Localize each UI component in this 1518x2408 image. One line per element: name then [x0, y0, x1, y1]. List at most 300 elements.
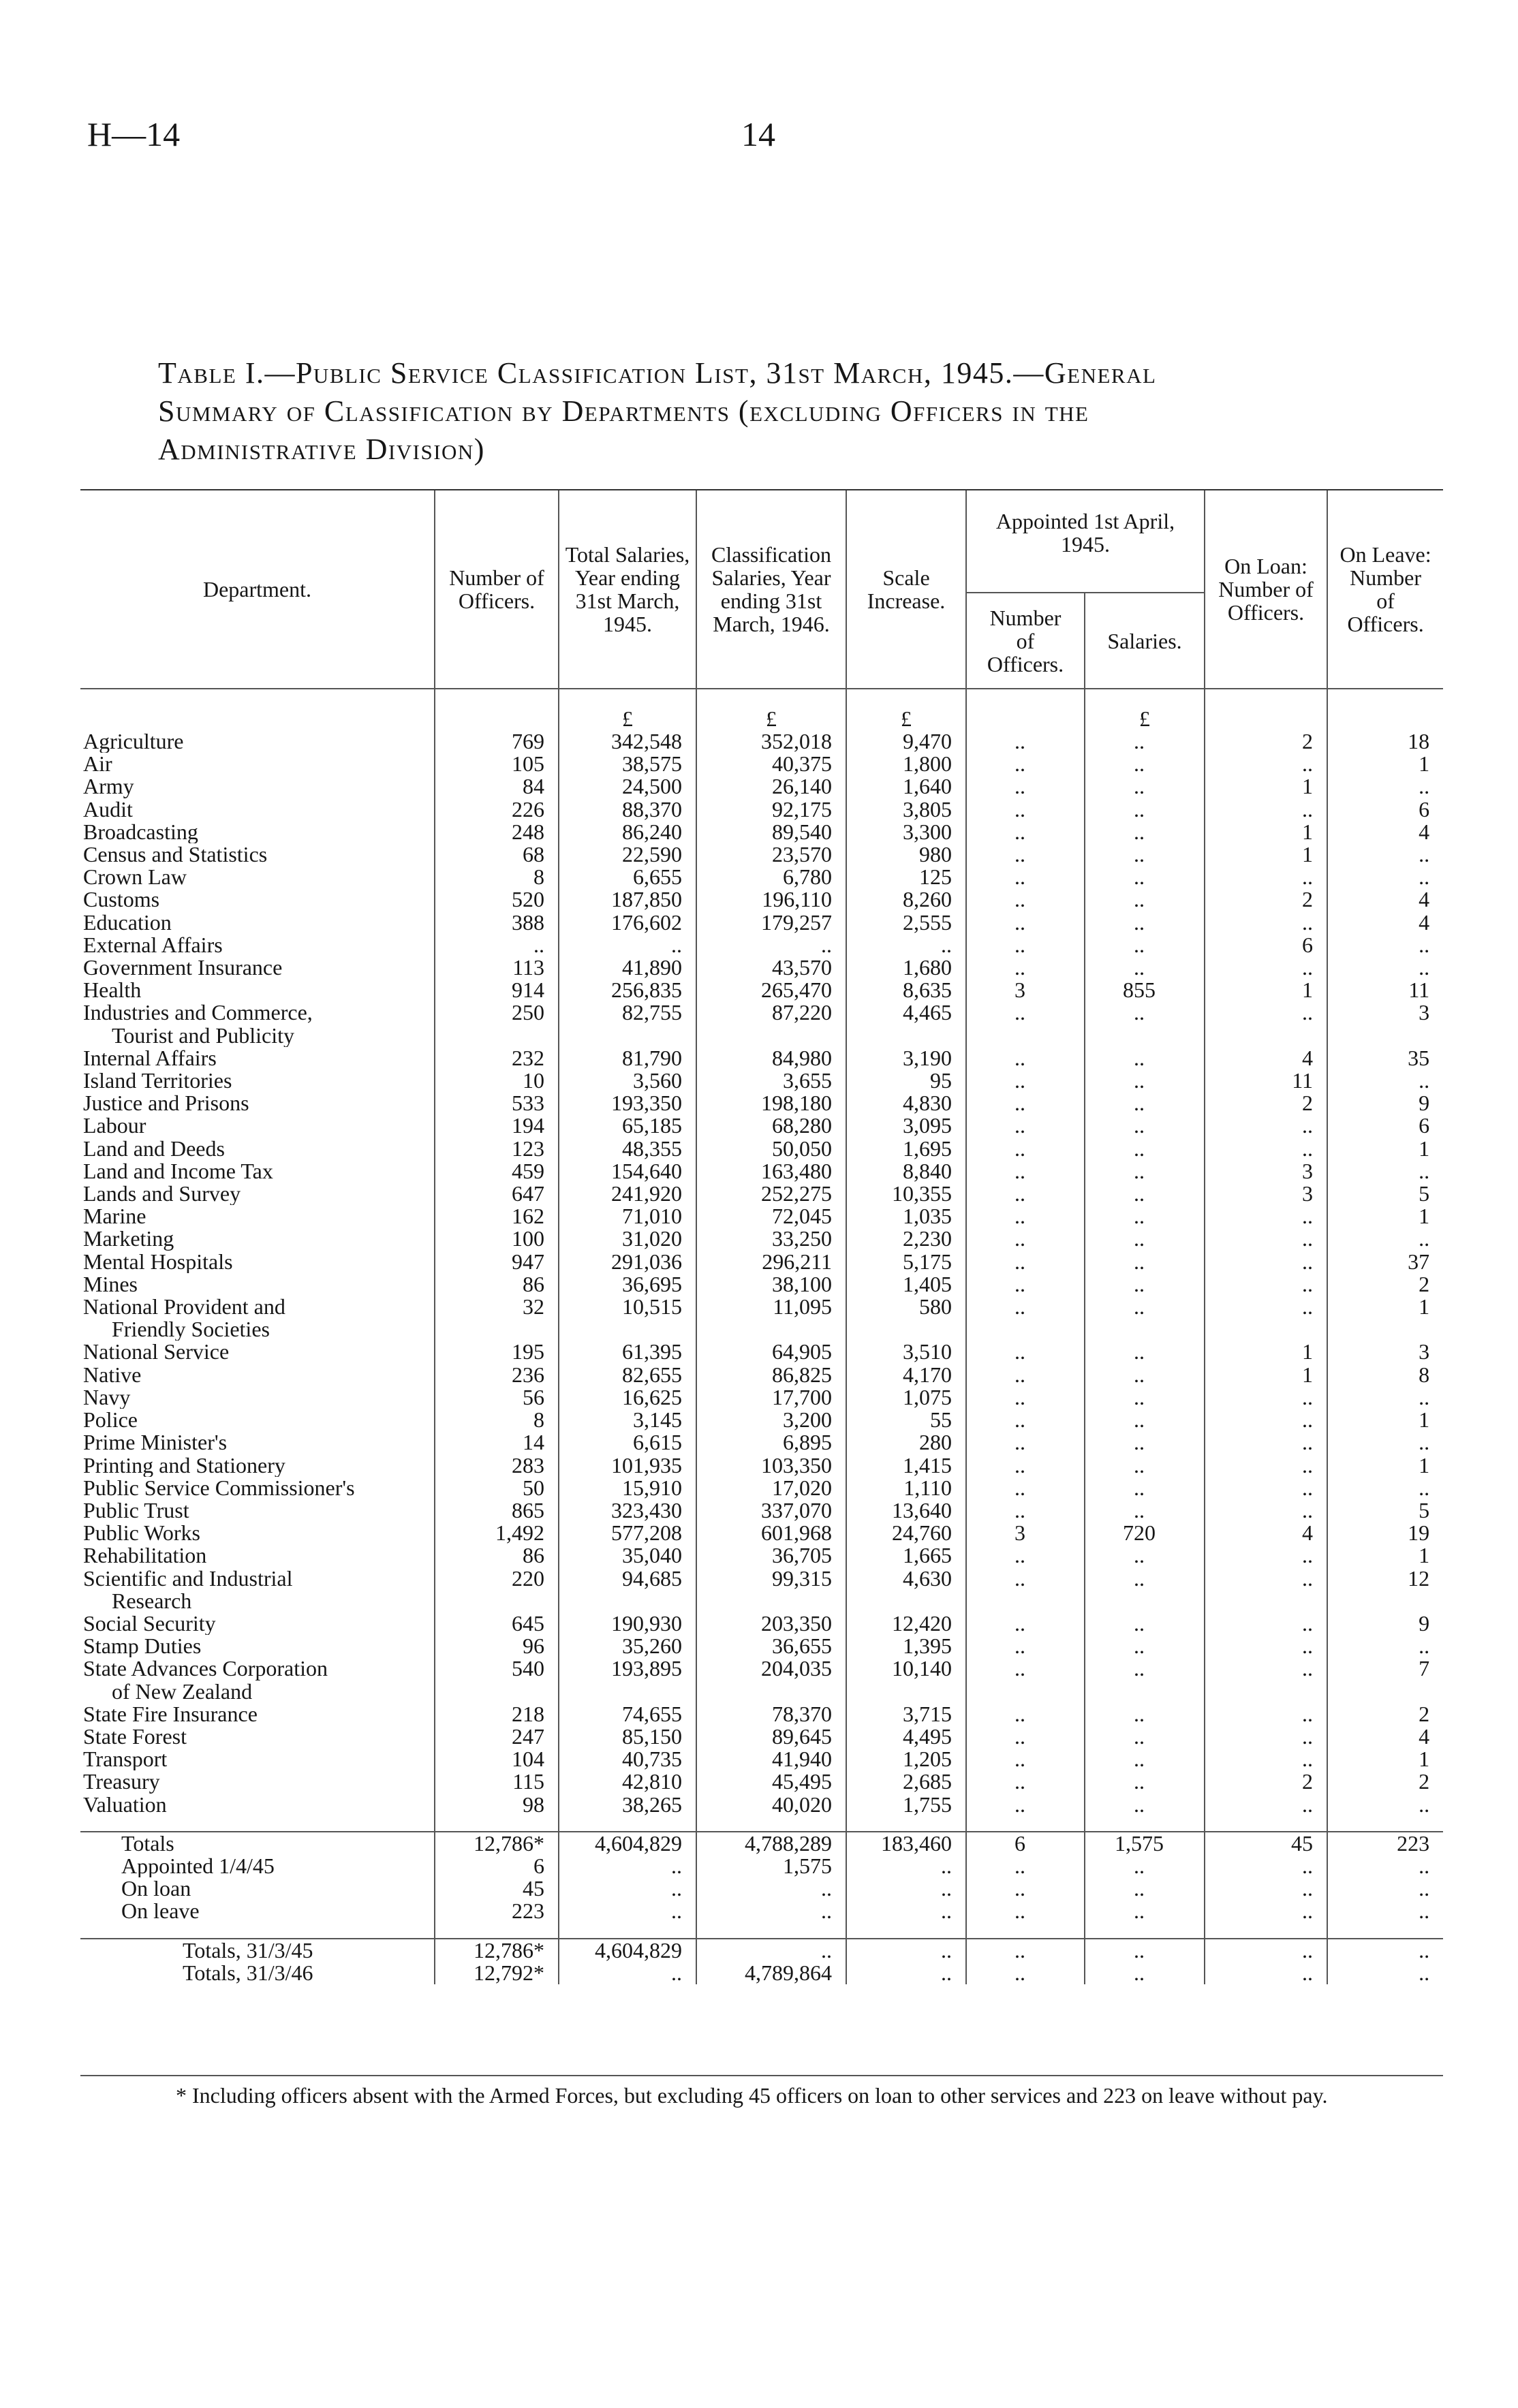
class-salaries-cell: 36,705	[696, 1544, 846, 1567]
appointed-number-cell: ..	[966, 1364, 1085, 1386]
department-cell: State Fire Insurance	[83, 1702, 258, 1725]
total-salaries-cell: 42,810	[559, 1770, 696, 1793]
appointed-salaries-cell: ..	[1085, 798, 1205, 821]
appointed-number-cell: ..	[966, 1183, 1085, 1205]
class-salaries-cell: ..	[696, 1900, 846, 1922]
department-cell: Air	[83, 753, 112, 776]
total-salaries-cell: 22,590	[559, 843, 696, 866]
table-title	[158, 354, 1439, 469]
scale-increase-cell: 5,175	[846, 1251, 966, 1273]
on-leave-cell: ..	[1327, 775, 1443, 798]
total-rows	[80, 1816, 1443, 1923]
on-loan-cell: ..	[1205, 1205, 1327, 1228]
unit-class-salaries: £	[696, 689, 846, 730]
col-header-department: Department.	[202, 577, 312, 601]
department-cell: Totals, 31/3/45	[80, 1939, 435, 1962]
appointed-salaries-cell: ..	[1085, 1725, 1205, 1748]
class-salaries-cell: 68,280	[696, 1114, 846, 1137]
totals-row	[80, 1832, 1443, 1855]
appointed-salaries-cell: ..	[1085, 934, 1205, 956]
on-leave-cell: 35	[1327, 1047, 1443, 1069]
department-row	[80, 956, 1443, 979]
on-loan-cell: 45	[1205, 1832, 1327, 1855]
department-cell: Native	[83, 1363, 142, 1386]
on-loan-cell: ..	[1205, 1386, 1327, 1409]
on-leave-cell: 4	[1327, 911, 1443, 934]
on-loan-cell: 1	[1205, 1341, 1327, 1363]
number-officers-cell: 533	[435, 1092, 559, 1114]
department-row	[80, 1657, 1443, 1680]
scale-increase-cell: 1,395	[846, 1635, 966, 1657]
appointed-salaries-cell: ..	[1085, 1386, 1205, 1409]
on-leave-cell: ..	[1327, 1939, 1443, 1962]
on-loan-cell: ..	[1205, 1794, 1327, 1816]
on-loan-cell: ..	[1205, 1877, 1327, 1900]
number-officers-cell: 98	[435, 1794, 559, 1816]
class-salaries-cell: ..	[696, 1939, 846, 1962]
col-header-scale-increase: Scale Increase.	[846, 490, 966, 689]
appointed-number-cell: ..	[966, 1703, 1085, 1725]
department-cell: State Advances Corporation	[83, 1657, 328, 1680]
scale-increase-cell: 1,640	[846, 775, 966, 798]
class-salaries-cell: 198,180	[696, 1092, 846, 1114]
totals-row	[80, 1877, 1443, 1900]
appointed-salaries-cell: 855	[1085, 979, 1205, 1001]
number-officers-cell: 8	[435, 866, 559, 888]
class-salaries-cell: 40,375	[696, 753, 846, 775]
appointed-salaries-cell: ..	[1085, 1183, 1205, 1205]
number-officers-cell: 914	[435, 979, 559, 1001]
department-row	[80, 1386, 1443, 1409]
class-salaries-cell: 36,655	[696, 1635, 846, 1657]
appointed-salaries-cell: ..	[1085, 1855, 1205, 1877]
department-row	[80, 1499, 1443, 1522]
department-cell: Printing and Stationery	[83, 1454, 285, 1477]
department-row	[80, 934, 1443, 956]
appointed-salaries-cell: ..	[1085, 1939, 1205, 1962]
on-leave-cell: ..	[1327, 1477, 1443, 1499]
on-leave-cell: 1	[1327, 1205, 1443, 1228]
on-leave-cell: 18	[1327, 730, 1443, 753]
on-leave-cell: 5	[1327, 1499, 1443, 1522]
title-line: Table I.—Public Service Classification List, 31st March, 1945.—General	[158, 356, 1157, 390]
total-salaries-cell: 4,604,829	[559, 1939, 696, 1962]
department-cell: Mines	[83, 1272, 138, 1296]
on-leave-cell: ..	[1327, 843, 1443, 866]
on-leave-cell: 6	[1327, 798, 1443, 821]
department-row	[80, 821, 1443, 843]
department-cell: Public Service Commissioner's	[83, 1476, 355, 1499]
total-salaries-cell: 24,500	[559, 775, 696, 798]
total-salaries-cell: 176,602	[559, 911, 696, 934]
department-row	[80, 1680, 1443, 1703]
scale-increase-cell: 2,685	[846, 1770, 966, 1793]
scale-increase-cell: 4,495	[846, 1725, 966, 1748]
appointed-salaries-cell: ..	[1085, 1228, 1205, 1250]
number-officers-cell: 50	[435, 1477, 559, 1499]
on-loan-cell: ..	[1205, 1635, 1327, 1657]
scale-increase-cell	[846, 1680, 966, 1703]
total-salaries-cell: 10,515	[559, 1296, 696, 1318]
total-salaries-cell: 16,625	[559, 1386, 696, 1409]
total-salaries-cell: 35,260	[559, 1635, 696, 1657]
scale-increase-cell: ..	[846, 1855, 966, 1877]
appointed-salaries-cell: ..	[1085, 821, 1205, 843]
department-cell: Totals, 31/3/46	[183, 1961, 313, 1984]
on-loan-cell: 2	[1205, 730, 1327, 753]
class-salaries-cell: 252,275	[696, 1183, 846, 1205]
on-loan-cell	[1205, 1590, 1327, 1612]
on-loan-cell: 6	[1205, 934, 1327, 956]
on-loan-cell: ..	[1205, 1477, 1327, 1499]
appointed-number-cell: ..	[966, 730, 1085, 753]
scale-increase-cell: 125	[846, 866, 966, 888]
scale-increase-cell: 1,205	[846, 1748, 966, 1770]
department-cell: Marketing	[83, 1228, 174, 1251]
appointed-number-cell: ..	[966, 888, 1085, 911]
total-salaries-cell: ..	[559, 1877, 696, 1900]
number-officers-cell: 68	[435, 843, 559, 866]
class-salaries-cell: 17,700	[696, 1386, 846, 1409]
total-salaries-cell: 65,185	[559, 1114, 696, 1137]
number-officers-cell: 84	[435, 775, 559, 798]
total-salaries-cell: 74,655	[559, 1703, 696, 1725]
appointed-number-cell: ..	[966, 798, 1085, 821]
appointed-salaries-cell: ..	[1085, 1635, 1205, 1657]
appointed-number-cell: ..	[966, 1296, 1085, 1318]
on-loan-cell: ..	[1205, 1748, 1327, 1770]
class-salaries-cell: 78,370	[696, 1703, 846, 1725]
appointed-number-cell	[966, 1590, 1085, 1612]
total-salaries-cell	[559, 1318, 696, 1341]
department-row	[80, 1001, 1443, 1024]
total-salaries-cell: ..	[559, 1855, 696, 1877]
scale-increase-cell: 24,760	[846, 1522, 966, 1544]
appointed-number-cell: ..	[966, 1748, 1085, 1770]
on-leave-cell: 19	[1327, 1522, 1443, 1544]
scale-increase-cell: 4,465	[846, 1001, 966, 1024]
appointed-salaries-cell: ..	[1085, 1900, 1205, 1922]
on-leave-cell: 1	[1327, 1748, 1443, 1770]
number-officers-cell: 100	[435, 1228, 559, 1250]
department-row	[80, 1477, 1443, 1499]
total-salaries-cell: 323,430	[559, 1499, 696, 1522]
appointed-salaries-cell: ..	[1085, 866, 1205, 888]
total-salaries-cell: 342,548	[559, 730, 696, 753]
appointed-number-cell: ..	[966, 1431, 1085, 1454]
department-row	[80, 1025, 1443, 1047]
total-salaries-cell: 193,895	[559, 1657, 696, 1680]
on-loan-cell: 1	[1205, 979, 1327, 1001]
number-officers-cell: 520	[435, 888, 559, 911]
class-salaries-cell: 86,825	[696, 1364, 846, 1386]
department-cell: Census and Statistics	[83, 843, 268, 866]
department-cell: Totals	[80, 1832, 435, 1855]
class-salaries-cell: 64,905	[696, 1341, 846, 1363]
scale-increase-cell: ..	[846, 1900, 966, 1922]
on-loan-cell: 11	[1205, 1069, 1327, 1092]
class-salaries-cell	[696, 1590, 846, 1612]
number-officers-cell: 6	[435, 1855, 559, 1877]
number-officers-cell: 12,786*	[435, 1832, 559, 1855]
department-row	[80, 1544, 1443, 1567]
appointed-number-cell: ..	[966, 1047, 1085, 1069]
appointed-salaries-cell: 720	[1085, 1522, 1205, 1544]
total-salaries-cell: 6,655	[559, 866, 696, 888]
class-salaries-cell: 41,940	[696, 1748, 846, 1770]
total-salaries-cell	[559, 1680, 696, 1703]
number-officers-cell: 12,786*	[435, 1939, 559, 1962]
department-cell: Internal Affairs	[83, 1046, 217, 1070]
department-row	[80, 979, 1443, 1001]
on-loan-cell: ..	[1205, 1114, 1327, 1137]
scale-increase-cell: 4,170	[846, 1364, 966, 1386]
on-leave-cell: 9	[1327, 1612, 1443, 1635]
number-officers-cell: 123	[435, 1138, 559, 1160]
scale-increase-cell: ..	[846, 1939, 966, 1962]
number-officers-cell	[435, 1025, 559, 1047]
scale-increase-cell: 2,230	[846, 1228, 966, 1250]
col-header-appointed-number: Number of Officers.	[966, 593, 1085, 689]
appointed-salaries-cell: ..	[1085, 1114, 1205, 1137]
col-header-class-salaries: Classification Salaries, Year ending 31st March, 1946.	[696, 490, 846, 689]
number-officers-cell: 10	[435, 1069, 559, 1092]
on-leave-cell: ..	[1327, 1855, 1443, 1877]
total-salaries-cell	[559, 1025, 696, 1047]
appointed-number-cell: ..	[966, 1273, 1085, 1296]
scale-increase-cell	[846, 1590, 966, 1612]
appointed-number-cell: ..	[966, 1794, 1085, 1816]
appointed-salaries-cell: ..	[1085, 753, 1205, 775]
class-salaries-cell: 3,200	[696, 1409, 846, 1431]
appointed-number-cell: ..	[966, 1001, 1085, 1024]
department-row	[80, 1183, 1443, 1205]
title-line: Administrative Division)	[158, 433, 485, 466]
number-officers-cell: 248	[435, 821, 559, 843]
appointed-salaries-cell: ..	[1085, 1341, 1205, 1363]
on-leave-cell: ..	[1327, 1228, 1443, 1250]
total-salaries-cell: 256,835	[559, 979, 696, 1001]
department-cell: Social Security	[83, 1612, 216, 1636]
on-leave-cell: ..	[1327, 1069, 1443, 1092]
on-loan-cell: 1	[1205, 821, 1327, 843]
total-salaries-cell: 241,920	[559, 1183, 696, 1205]
total-salaries-cell: 3,145	[559, 1409, 696, 1431]
total-salaries-cell: 187,850	[559, 888, 696, 911]
appointed-salaries-cell: ..	[1085, 1047, 1205, 1069]
appointed-salaries-cell: ..	[1085, 1409, 1205, 1431]
appointed-salaries-cell: ..	[1085, 1877, 1205, 1900]
total-salaries-cell: 4,604,829	[559, 1832, 696, 1855]
on-loan-cell: ..	[1205, 1001, 1327, 1024]
appointed-salaries-cell: ..	[1085, 1273, 1205, 1296]
department-cell: Crown Law	[83, 866, 187, 889]
department-row	[80, 1612, 1443, 1635]
number-officers-cell: 223	[435, 1900, 559, 1922]
number-officers-cell	[435, 1318, 559, 1341]
department-row	[80, 1364, 1443, 1386]
scale-increase-cell: 1,680	[846, 956, 966, 979]
on-loan-cell: ..	[1205, 1409, 1327, 1431]
scale-increase-cell: ..	[846, 1962, 966, 1984]
appointed-number-cell: ..	[966, 1409, 1085, 1431]
appointed-number-cell: 3	[966, 979, 1085, 1001]
number-officers-cell: 647	[435, 1183, 559, 1205]
class-salaries-cell: 89,645	[696, 1725, 846, 1748]
department-cell: National Provident and	[83, 1296, 285, 1319]
final-totals-row	[80, 1939, 1443, 1962]
total-salaries-cell: 61,395	[559, 1341, 696, 1363]
scale-increase-cell: 10,140	[846, 1657, 966, 1680]
on-loan-cell: ..	[1205, 1431, 1327, 1454]
scale-increase-cell	[846, 1318, 966, 1341]
appointed-number-cell: ..	[966, 1092, 1085, 1114]
appointed-salaries-cell: ..	[1085, 1703, 1205, 1725]
on-loan-cell	[1205, 1318, 1327, 1341]
department-row	[80, 1138, 1443, 1160]
appointed-salaries-cell	[1085, 1590, 1205, 1612]
department-row	[80, 1748, 1443, 1770]
department-cell: Lands and Survey	[83, 1183, 241, 1206]
department-row	[80, 1567, 1443, 1590]
department-cell: Valuation	[83, 1793, 167, 1816]
number-officers-cell: 540	[435, 1657, 559, 1680]
on-leave-cell: 8	[1327, 1364, 1443, 1386]
appointed-number-cell: ..	[966, 1454, 1085, 1477]
appointed-number-cell: ..	[966, 1939, 1085, 1962]
total-salaries-cell: 38,265	[559, 1794, 696, 1816]
department-row	[80, 1251, 1443, 1273]
appointed-number-cell: ..	[966, 866, 1085, 888]
department-row	[80, 866, 1443, 888]
total-salaries-cell: 190,930	[559, 1612, 696, 1635]
class-salaries-cell: 4,789,864	[696, 1962, 846, 1984]
total-salaries-cell: ..	[559, 1900, 696, 1922]
on-loan-cell: 3	[1205, 1160, 1327, 1183]
department-rows	[80, 730, 1443, 1816]
on-leave-cell: ..	[1327, 1794, 1443, 1816]
appointed-number-cell: ..	[966, 1635, 1085, 1657]
number-officers-cell: 56	[435, 1386, 559, 1409]
class-salaries-cell: 23,570	[696, 843, 846, 866]
total-salaries-cell: ..	[559, 1962, 696, 1984]
scale-increase-cell: 8,260	[846, 888, 966, 911]
number-officers-cell: 86	[435, 1544, 559, 1567]
scale-increase-cell: ..	[846, 1877, 966, 1900]
col-header-number: Number of Officers.	[435, 490, 559, 689]
class-salaries-cell: 50,050	[696, 1138, 846, 1160]
on-loan-cell: ..	[1205, 911, 1327, 934]
on-loan-cell: ..	[1205, 1855, 1327, 1877]
on-leave-cell: ..	[1327, 866, 1443, 888]
class-salaries-cell: 38,100	[696, 1273, 846, 1296]
on-leave-cell: 2	[1327, 1703, 1443, 1725]
class-salaries-cell: 89,540	[696, 821, 846, 843]
appointed-salaries-cell: ..	[1085, 1454, 1205, 1477]
appointed-salaries-cell: ..	[1085, 1657, 1205, 1680]
appointed-number-cell: ..	[966, 1770, 1085, 1793]
appointed-number-cell: ..	[966, 1386, 1085, 1409]
department-cell: Land and Deeds	[83, 1137, 225, 1160]
number-officers-cell: 947	[435, 1251, 559, 1273]
col-header-total-salaries: Total Salaries, Year ending 31st March, 1945.	[559, 490, 696, 689]
appointed-salaries-cell: ..	[1085, 843, 1205, 866]
appointed-salaries-cell: ..	[1085, 1794, 1205, 1816]
on-loan-cell: 1	[1205, 1364, 1327, 1386]
on-leave-cell: 7	[1327, 1657, 1443, 1680]
scale-increase-cell: 1,665	[846, 1544, 966, 1567]
appointed-salaries-cell	[1085, 1680, 1205, 1703]
department-row	[80, 730, 1443, 753]
department-cell: Justice and Prisons	[83, 1092, 249, 1115]
scale-increase-cell: 2,555	[846, 911, 966, 934]
appointed-number-cell: ..	[966, 1544, 1085, 1567]
appointed-salaries-cell: ..	[1085, 1748, 1205, 1770]
number-officers-cell: 8	[435, 1409, 559, 1431]
class-salaries-cell: 6,895	[696, 1431, 846, 1454]
scale-increase-cell: 280	[846, 1431, 966, 1454]
department-row	[80, 1069, 1443, 1092]
footnote-rule	[80, 2075, 1443, 2076]
appointed-number-cell: ..	[966, 843, 1085, 866]
appointed-number-cell: ..	[966, 775, 1085, 798]
department-row	[80, 1431, 1443, 1454]
department-row	[80, 798, 1443, 821]
appointed-number-cell: ..	[966, 1138, 1085, 1160]
appointed-salaries-cell: ..	[1085, 1567, 1205, 1590]
total-salaries-cell	[559, 1590, 696, 1612]
appointed-salaries-cell: ..	[1085, 911, 1205, 934]
appointed-number-cell: ..	[966, 753, 1085, 775]
number-officers-cell: 14	[435, 1431, 559, 1454]
class-salaries-cell: 204,035	[696, 1657, 846, 1680]
appointed-number-cell: ..	[966, 1228, 1085, 1250]
class-salaries-cell: 99,315	[696, 1567, 846, 1590]
scale-increase-cell: 8,840	[846, 1160, 966, 1183]
appointed-salaries-cell	[1085, 1025, 1205, 1047]
on-leave-cell: 9	[1327, 1092, 1443, 1114]
on-loan-cell: ..	[1205, 798, 1327, 821]
appointed-number-cell: ..	[966, 1725, 1085, 1748]
total-salaries-cell: 85,150	[559, 1725, 696, 1748]
scale-increase-cell: 1,755	[846, 1794, 966, 1816]
total-salaries-cell: 41,890	[559, 956, 696, 979]
on-leave-cell: ..	[1327, 1635, 1443, 1657]
on-leave-cell: 223	[1327, 1832, 1443, 1855]
number-officers-cell: 865	[435, 1499, 559, 1522]
appointed-salaries-cell: ..	[1085, 1612, 1205, 1635]
on-leave-cell	[1327, 1590, 1443, 1612]
page-number: 14	[741, 115, 775, 153]
class-salaries-cell	[696, 1318, 846, 1341]
department-row	[80, 843, 1443, 866]
number-officers-cell: 459	[435, 1160, 559, 1183]
number-officers-cell	[435, 1590, 559, 1612]
on-loan-cell: ..	[1205, 1544, 1327, 1567]
department-cell: Tourist and Publicity	[112, 1024, 294, 1047]
unit-appointed-salaries: £	[1085, 689, 1205, 730]
on-loan-cell	[1205, 1680, 1327, 1703]
number-officers-cell: 96	[435, 1635, 559, 1657]
scale-increase-cell: 1,415	[846, 1454, 966, 1477]
department-row	[80, 1725, 1443, 1748]
department-row	[80, 1794, 1443, 1816]
on-loan-cell: ..	[1205, 1296, 1327, 1318]
department-row	[80, 753, 1443, 775]
number-officers-cell: 1,492	[435, 1522, 559, 1544]
department-cell: State Forest	[83, 1725, 187, 1749]
col-header-appointed-salaries: Salaries.	[1085, 593, 1205, 689]
